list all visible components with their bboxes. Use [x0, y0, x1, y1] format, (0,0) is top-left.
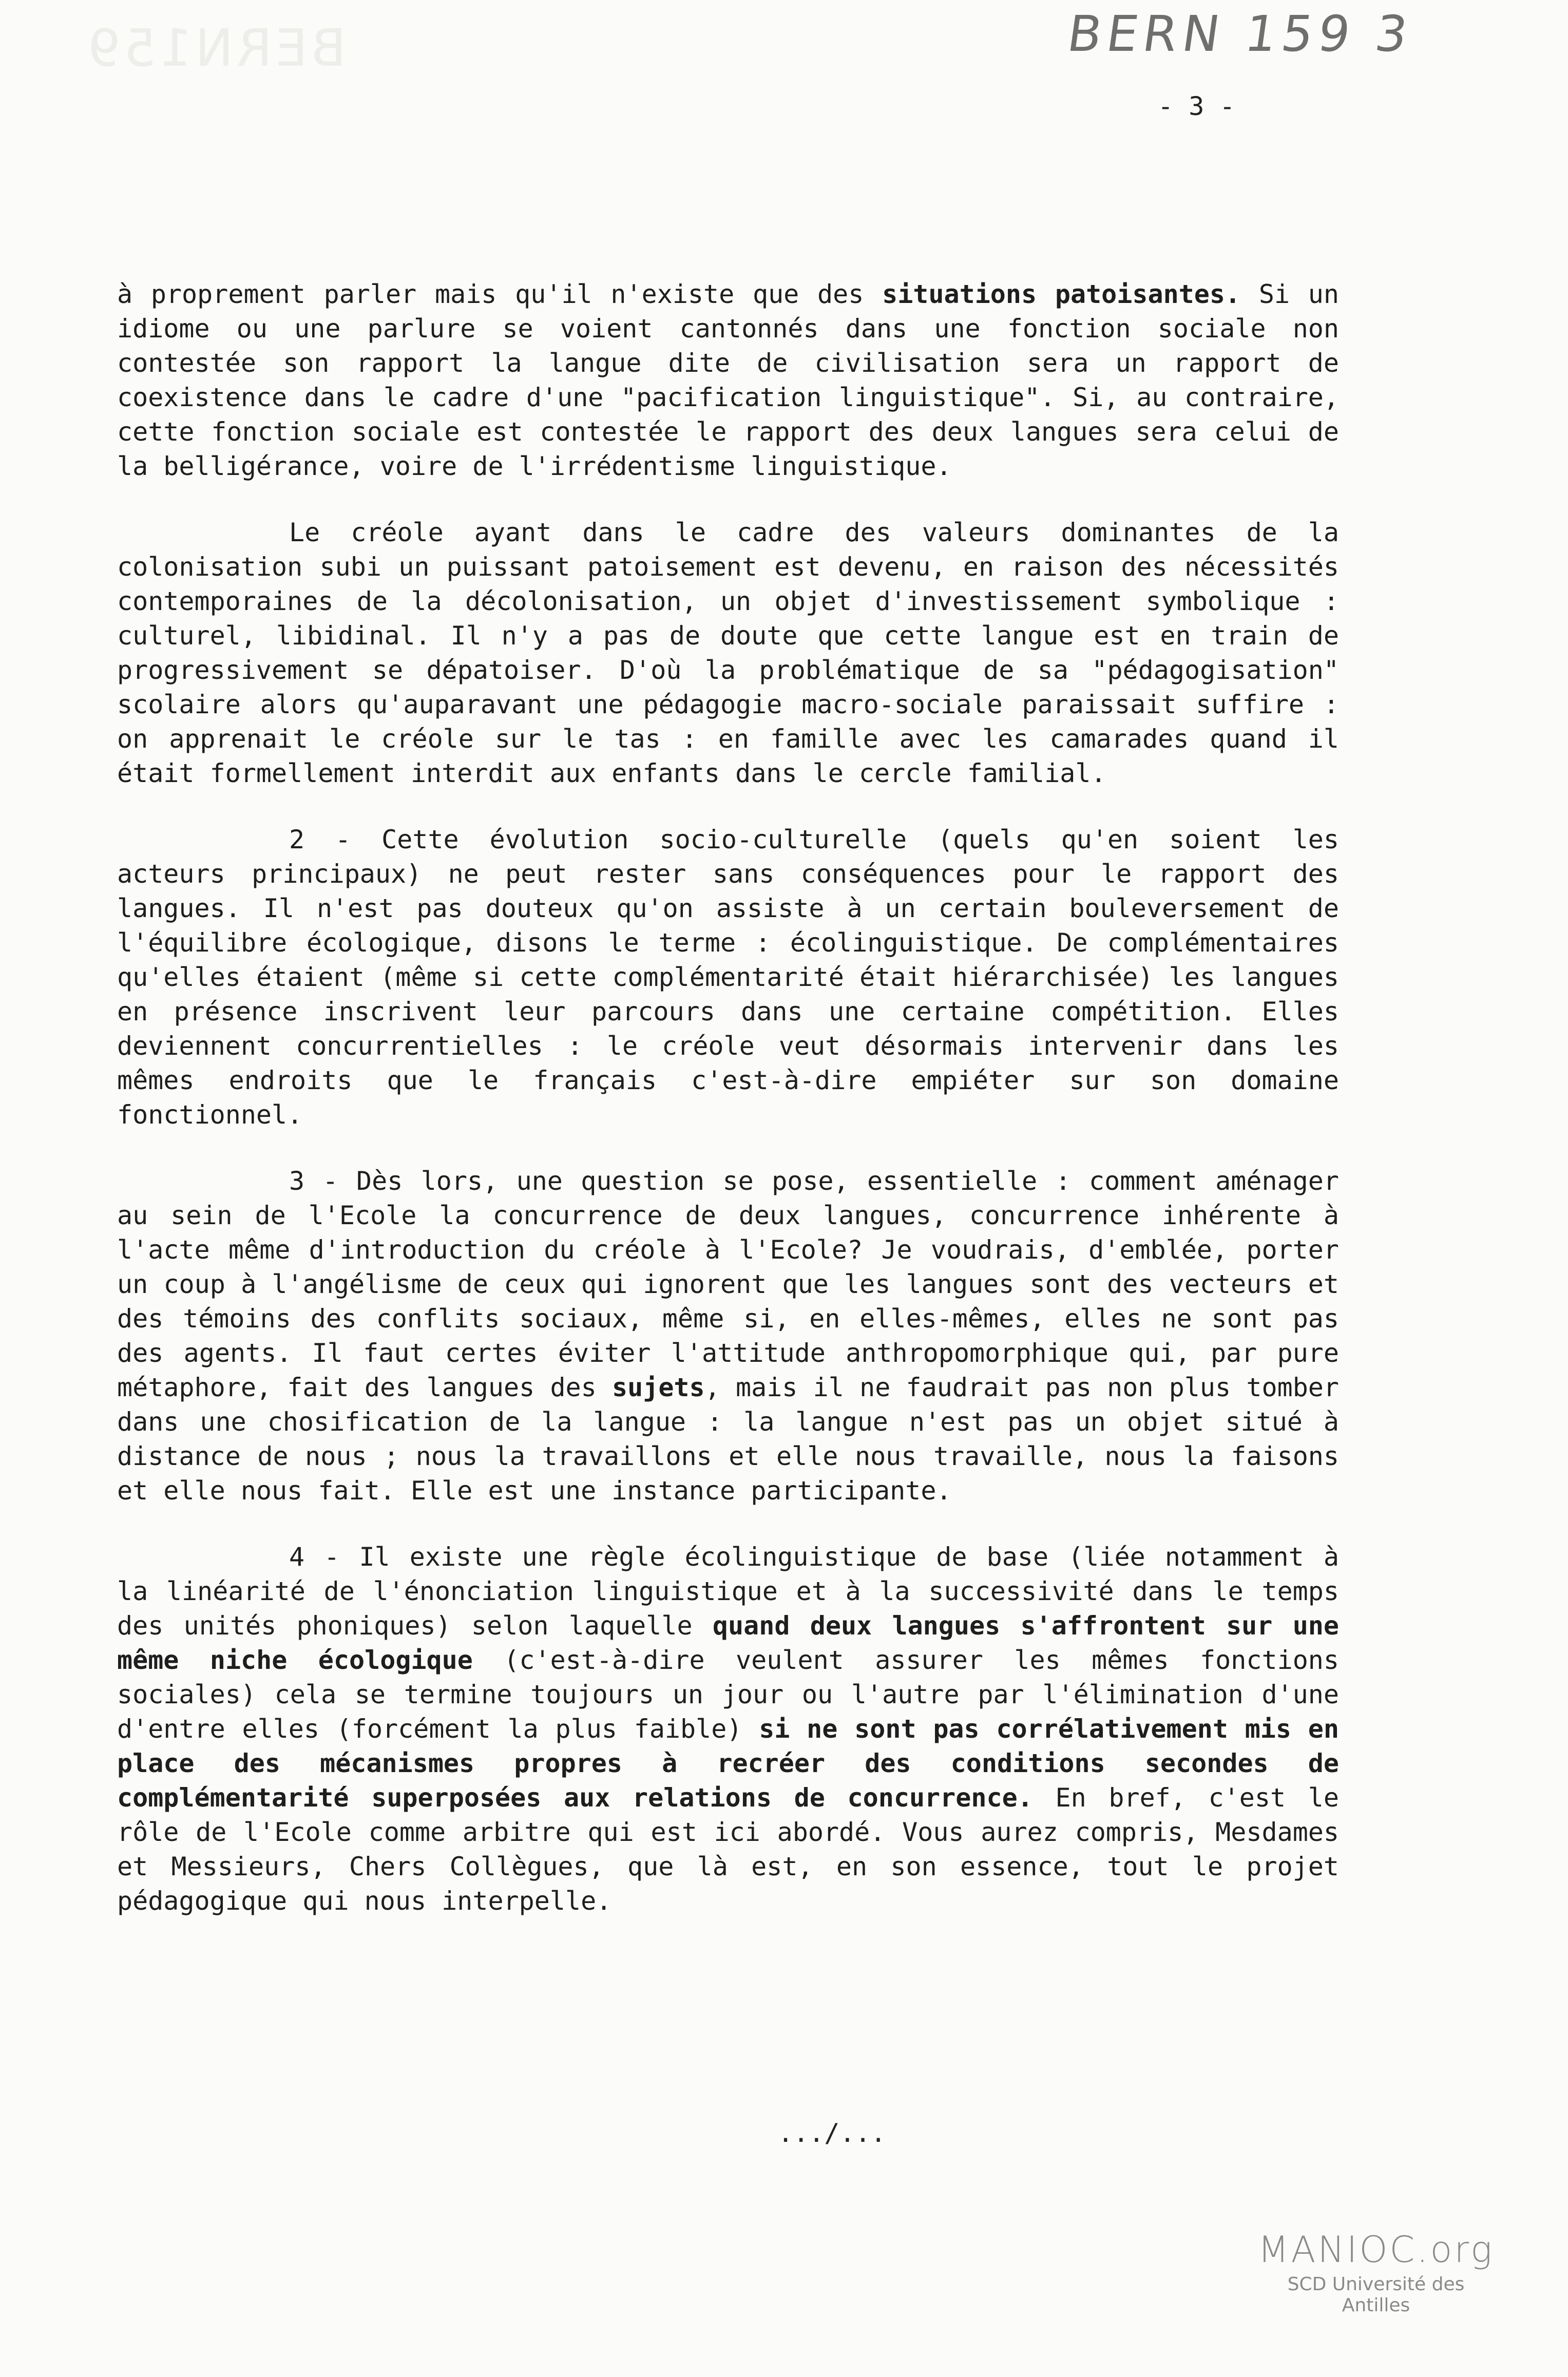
- paragraph-3: 2 - Cette évolution socio-culturelle (quels qu'en soient les acteurs principaux) ne peut rester sans conséquences pour le rapport des langues. Il n'est pas douteux qu'on assiste à un certain bouleversement de l'équilibre écologique, disons le terme : écolinguistique. De complémentaires qu'elles étaient (même si cette complémentarité était hiérarchisée) les langues en présence inscrivent leur parcours dans une certaine compétition. Elles deviennent concurrentielles : le créole veut désormais intervenir dans les mêmes endroits que le français c'est-à-dire empiéter sur son domaine fonctionnel.: [117, 825, 1339, 1130]
- paragraph-2: Le créole ayant dans le cadre des valeurs dominantes de la colonisation subi un puissant patoisement est devenu, en raison des nécessités contemporaines de la décolonisation, un objet d'investissement symbolique : culturel, libidinal. Il n'y a pas de doute que cette langue est en train de progressivement se dépatoiser. D'où la problématique de sa "pédagogisation" scolaire alors qu'auparavant une pédagogie macro-sociale paraissait suffire : on apprenait le créole sur le tas : en famille avec les camarades quand il était formellement interdit aux enfants dans le cercle familial.: [117, 518, 1339, 788]
- paragraph-4-bold: sujets: [612, 1373, 705, 1402]
- paragraph-1-text-b: Si un idiome ou une parlure se voient cantonnés dans une fonction sociale non contestée son rapport la langue dite de civilisation sera un rapport de coexistence dans le cadre d'une "pacification linguistique". Si, au contraire, cette fonction sociale est contestée le rapport des deux langues sera celui de la belligérance, voire de l'irrédentisme linguistique.: [117, 279, 1340, 481]
- paragraph-1: [117, 277, 1339, 484]
- paragraph-4-text-a: 3 - Dès lors, une question se pose, essentielle : comment aménager au sein de l'Ecole la concurrence de deux langues, concurrence inhérente à l'acte même d'introduction du créole à l'Ecole? Je voudrais, d'emblée, porter un coup à l'angélisme de ceux qui ignorent que les langues sont des vecteurs et des témoins des conflits sociaux, même si, en elles-mêmes, elles ne sont pas des agents. Il faut certes éviter l'attitude anthropomorphique qui, par pure métaphore, fait des langues des: [117, 1166, 1339, 1402]
- paragraph-4: [117, 1164, 1339, 1508]
- paragraph-5-bold-a: quand deux langues s'affrontent sur une même niche écologique: [117, 1611, 1340, 1675]
- continuation-mark: .../...: [778, 2118, 886, 2148]
- paragraph-4-text-b: , mais il ne faudrait pas non plus tomber dans une chosification de la langue : la langue n'est pas un objet situé à distance de nous ; nous la travaillons et elle nous travaille, nous la faisons et elle nous fait. Elle est une instance participante.: [117, 1373, 1339, 1506]
- paragraph-5: [117, 1540, 1339, 1918]
- paragraph-1-bold: situations patoisantes.: [882, 279, 1241, 309]
- paragraph-1-text-a: à proprement parler mais qu'il n'existe que des: [117, 279, 883, 309]
- reverse-stamp-ghost: BERN159: [85, 18, 346, 78]
- logo-subtitle: SCD Université des Antilles: [1287, 2274, 1465, 2316]
- paragraph-5-bold-b: si ne sont pas corrélativement mis en place des mécanismes propres à recréer des conditions secondes de complémentarité superposées aux relations de concurrence.: [117, 1714, 1339, 1813]
- page-number: - 3 -: [1158, 91, 1235, 121]
- logo-wordmark: MANIOC.org: [1258, 2229, 1494, 2271]
- manioc-logo: [1253, 2229, 1499, 2316]
- paragraph-5-text-b: (c'est-à-dire veulent assurer les mêmes fonctions sociales) cela se termine toujours un jour ou l'autre par l'élimination d'une d'entre elles (forcément la plus faible): [117, 1645, 1339, 1744]
- handwritten-reference: BERN 159 3: [1064, 5, 1417, 63]
- paragraph-5-text-a: 4 - Il existe une règle écolinguistique de base (liée notamment à la linéarité de l'énonciation linguistique et à la successivité dans le temps des unités phoniques) selon laquelle: [117, 1542, 1339, 1641]
- document-body: [117, 277, 1339, 1918]
- paragraph-5-text-c: En bref, c'est le rôle de l'Ecole comme arbitre qui est ici abordé. Vous aurez compris, Mesdames et Messieurs, Chers Collègues, que là est, en son essence, tout le projet pédagogique qui nous interpelle.: [117, 1783, 1339, 1916]
